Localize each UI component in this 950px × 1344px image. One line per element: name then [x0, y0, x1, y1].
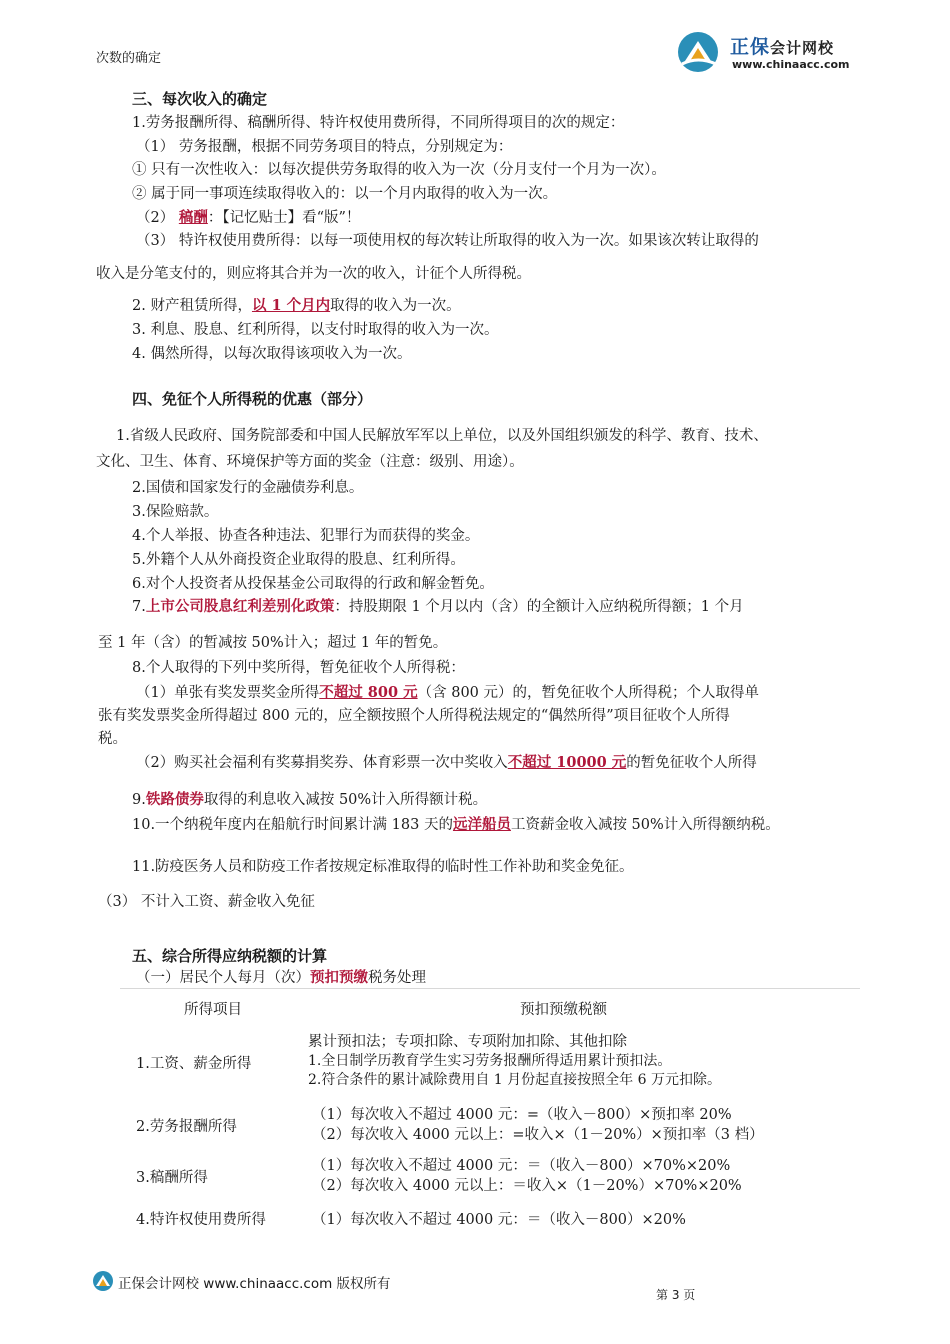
table-row-1-line2: 1.全日制学历教育学生实习劳务报酬所得适用累计预扣法。	[308, 1053, 672, 1069]
footer-logo-icon	[92, 1270, 114, 1292]
footer-page-clipped: 第 3 页	[656, 1288, 696, 1302]
table-row-1-line3: 2.符合条件的累计减除费用自 1 月份起直接按照全年 6 万元扣除。	[308, 1072, 721, 1088]
s3-line6b-clipped: 收入是分笔支付的，则应将其合并为一次的收入，计征个人所得税。	[96, 266, 531, 282]
s4-line12-clipped: （3） 不计入工资、薪金收入免征	[98, 894, 315, 910]
s4-line7b: 至 1 年（含）的暂减按 50%计入；超过 1 年的暂免。	[98, 635, 448, 651]
section4-title-clipped: 四、免征个人所得税的优惠（部分）	[132, 390, 373, 408]
logo-url: www.chinaacc.com	[732, 58, 850, 71]
s4-line1: 1.省级人民政府、国务院部委和中国人民解放军军以上单位，以及外国组织颁发的科学、教育、技术、	[116, 428, 768, 444]
table-row-3-item: 3.稿酬所得	[136, 1170, 208, 1186]
section3-title: 三、每次收入的确定	[132, 90, 268, 108]
footer-copyright: 正保会计网校 www.chinaacc.com 版权所有	[118, 1276, 391, 1292]
keyword-seafarer: 远洋船员	[452, 816, 511, 833]
s4-line11: 11.防疫医务人员和防疫工作者按规定标准取得的临时性工作补助和奖金免征。	[132, 859, 634, 875]
s4-line10: 10.一个纳税年度内在船航行时间累计满 183 天的远洋船员工资薪金收入减按 50%计入所得额纳税。	[132, 816, 780, 833]
table-row-2-line1: （1）每次收入不超过 4000 元：=（收入－800）×预扣率 20%	[312, 1107, 732, 1123]
s4-line6: 6.对个人投资者从投保基金公司取得的行政和解金暂免。	[132, 576, 494, 592]
s3-line8: 3. 利息、股息、红利所得，以支付时取得的收入为一次。	[132, 322, 499, 338]
s4-line8a3: 税。	[98, 731, 127, 747]
table-row-1-item: 1.工资、薪金所得	[136, 1056, 252, 1072]
table-row-2-item: 2.劳务报酬所得	[136, 1119, 237, 1135]
logo-name: 会计网校	[770, 39, 835, 57]
table-row-3-line2: （2）每次收入 4000 元以上：＝收入×（1－20%）×70%×20%	[312, 1178, 742, 1194]
keyword-withholding: 预扣预缴	[310, 969, 368, 986]
s4-line3: 3.保险赔款。	[132, 504, 219, 520]
s5-subtitle-clipped: （一）居民个人每月（次）预扣预缴税务处理	[136, 969, 426, 986]
s3-line9: 4. 偶然所得，以每次取得该项收入为一次。	[132, 346, 412, 362]
s4-line7: 7.上市公司股息红利差别化政策：持股期限 1 个月以内（含）的全额计入应纳税所得额；1 个月	[132, 598, 744, 615]
keyword-10000: 不超过 10000 元	[507, 754, 627, 771]
keyword-one-month: 以 1 个月内	[251, 297, 331, 314]
s4-line8a2: 张有奖发票奖金所得超过 800 元的，应全额按照个人所得税法规定的“偶然所得”项目征收个人所得	[98, 708, 730, 724]
section5-title: 五、综合所得应纳税额的计算	[132, 947, 328, 965]
keyword-dividend-policy: 上市公司股息红利差别化政策	[145, 598, 335, 615]
table-row-4-item: 4.特许权使用费所得	[136, 1212, 266, 1228]
keyword-railway-bond: 铁路债券	[145, 791, 204, 808]
keyword-gaochou: 稿酬	[178, 209, 208, 226]
table-row-4-line1: （1）每次收入不超过 4000 元：＝（收入－800）×20%	[312, 1212, 686, 1228]
table-header-tax: 预扣预缴税额	[520, 1002, 607, 1018]
s4-line4: 4.个人举报、协查各种违法、犯罪行为而获得的奖金。	[132, 528, 480, 544]
brand-logo	[676, 30, 866, 74]
table-header-item: 所得项目	[184, 1002, 242, 1018]
s3-line7: 2. 财产租赁所得，以 1 个月内取得的收入为一次。	[132, 297, 461, 314]
table-row-3-line1: （1）每次收入不超过 4000 元：＝（收入－800）×70%×20%	[312, 1158, 731, 1174]
s4-line8a: （1）单张有奖发票奖金所得不超过 800 元（含 800 元）的，暂免征收个人所得税；个人取得单	[136, 684, 760, 701]
s4-line8: 8.个人取得的下列中奖所得，暂免征收个人所得税：	[132, 660, 465, 676]
table-row-1-line1: 累计预扣法；专项扣除、专项附加扣除、其他扣除	[308, 1034, 627, 1050]
table-top-rule	[120, 988, 860, 989]
s3-line3: ① 只有一次性收入：以每次提供劳务取得的收入为一次（分月支付一个月为一次）。	[132, 162, 666, 178]
s4-line5: 5.外籍个人从外商投资企业取得的股息、红利所得。	[132, 552, 465, 568]
s4-line1b-clipped: 文化、卫生、体育、环境保护等方面的奖金（注意：级别、用途）。	[96, 454, 524, 470]
s3-line5: （2） 稿酬：【记忆贴士】看“版”！	[136, 209, 361, 226]
logo-brand: 正保	[730, 36, 771, 58]
keyword-800: 不超过 800 元	[319, 684, 418, 701]
s3-line6: （3） 特许权使用费所得：以每一项使用权的每次转让所取得的收入为一次。如果该次转让取得的	[136, 233, 759, 249]
logo-mark-icon	[676, 30, 722, 74]
s4-line2: 2.国债和国家发行的金融债券利息。	[132, 480, 364, 496]
s4-line8b: （2）购买社会福利有奖募捐奖券、体育彩票一次中奖收入不超过 10000 元的暂免征收个人所得	[136, 754, 757, 771]
s4-line9: 9.铁路债券取得的利息收入减按 50%计入所得额计税。	[132, 791, 488, 808]
s3-line1: 1.劳务报酬所得、稿酬所得、特许权使用费所得，不同所得项目的次的规定：	[132, 115, 625, 131]
s3-line4: ② 属于同一事项连续取得收入的：以一个月内取得的收入为一次。	[132, 186, 558, 202]
s3-line2: （1） 劳务报酬，根据不同劳务项目的特点，分别规定为：	[136, 139, 513, 155]
clipped-top-text: 次数的确定	[96, 51, 162, 66]
table-row-2-line2: （2）每次收入 4000 元以上：=收入×（1－20%）×预扣率（3 档）	[312, 1127, 764, 1143]
